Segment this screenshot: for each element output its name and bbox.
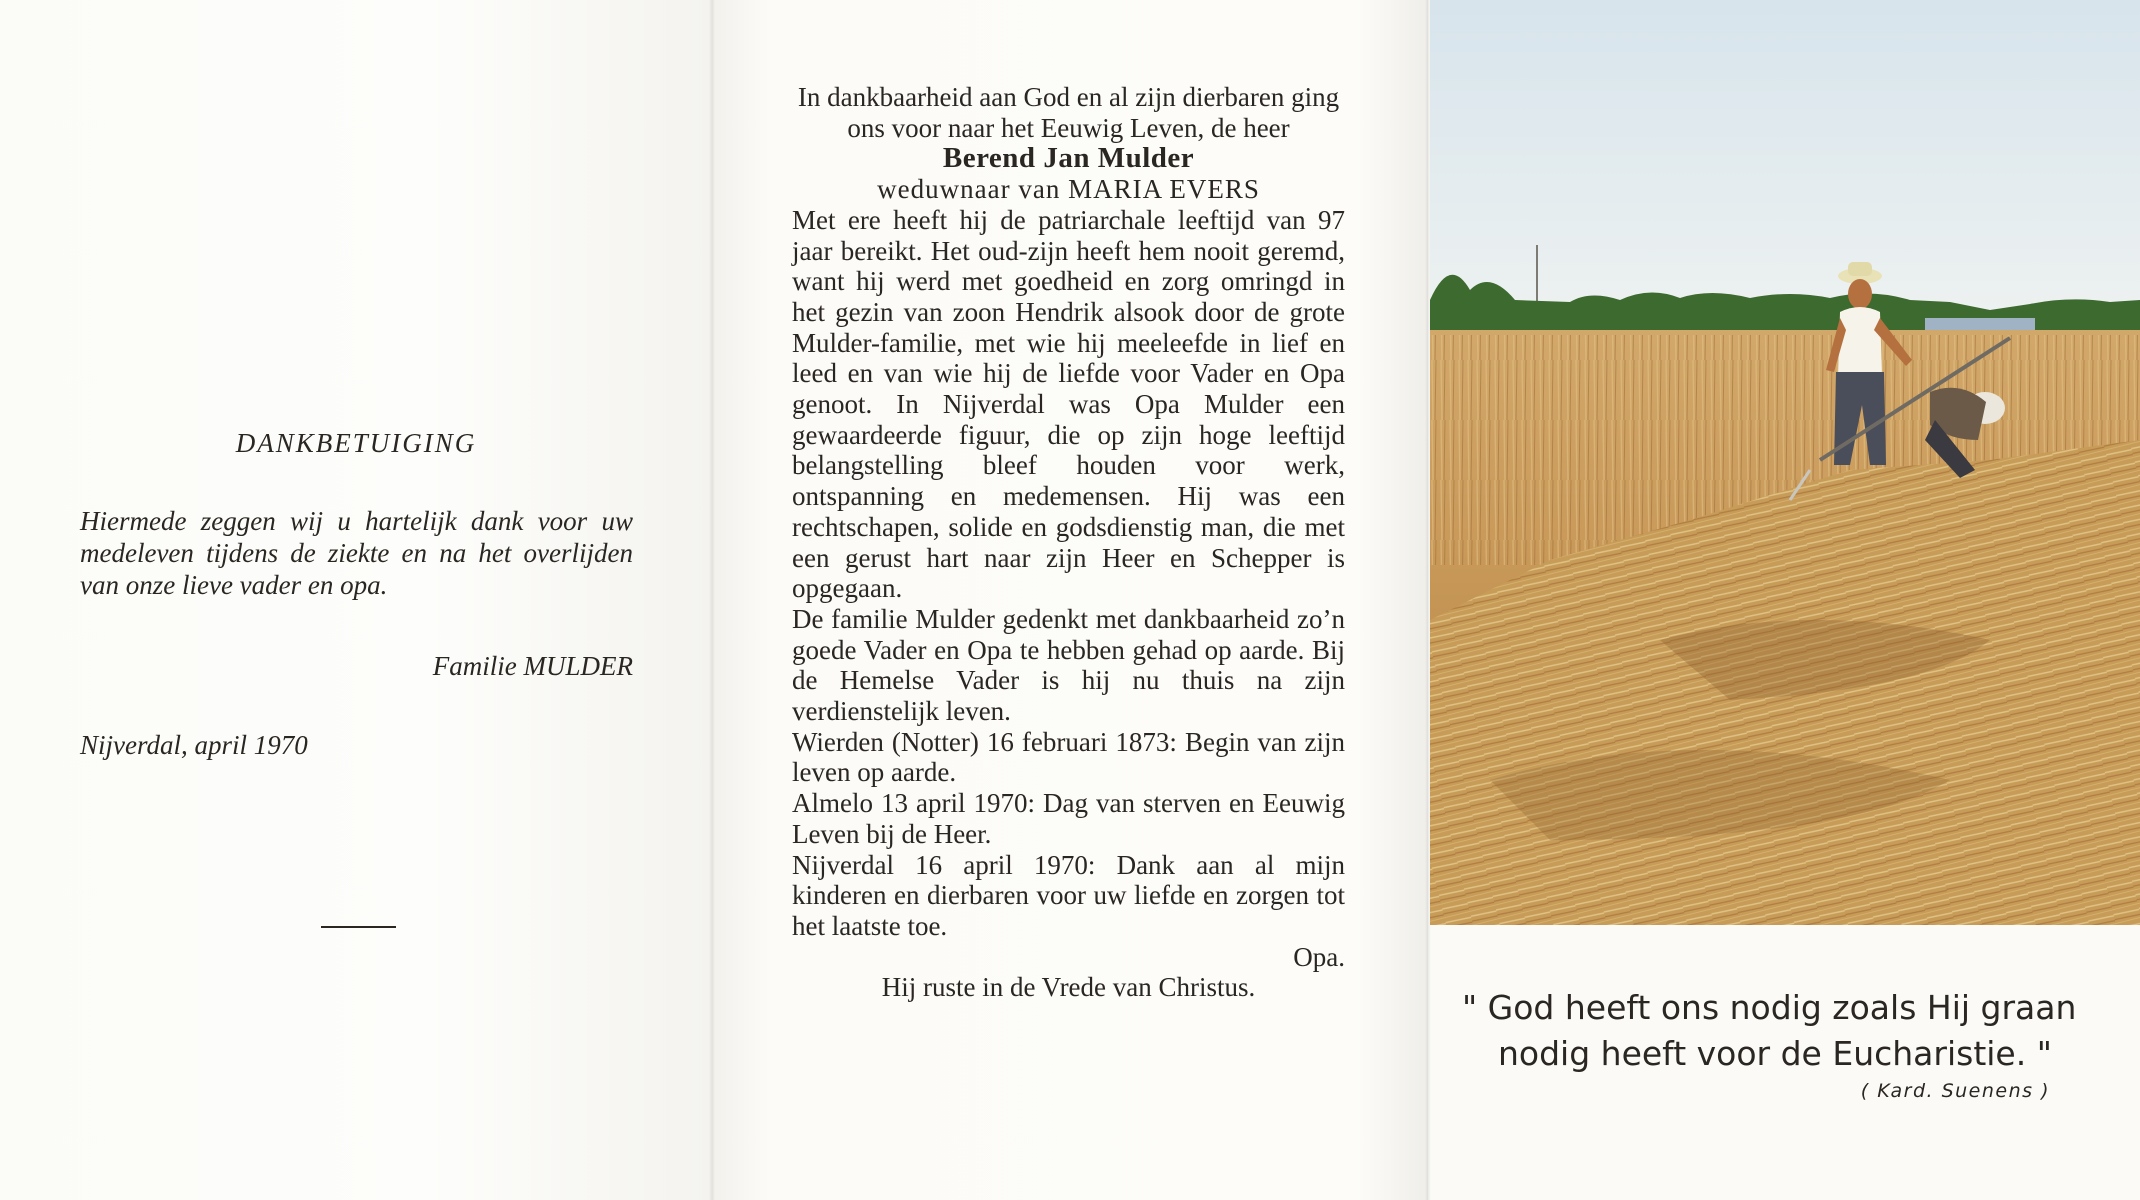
sign-opa: Opa. [1293, 941, 1345, 972]
divider-rule [321, 926, 396, 928]
quote-line-1: " God heeft ons nodig zoals Hij graan [1462, 988, 2077, 1027]
obituary-text [792, 82, 1345, 1003]
biography-paragraph: Met ere heeft hij de patriarchale leeftijd van 97 jaar bereikt. Het oud-zijn heeft hem nooit geremd, want hij werd met goedheid en zorg omringd in het gezin van zoon Hendrik alsook door de grote Mulder-familie, met wie hij meeleefde in lief en leed en van wie hij de liefde voor Vader en Opa genoot. In Nijverdal was Opa Mulder een gewaardeerde figuur, die op zijn hoge leeftijd belangstelling bleef houden voor werk, ontspanning en medemensen. Hij was een rechtschapen, solide en godsdienstig man, die met een gerust hart naar zijn Heer en Schepper is opgegaan. [792, 204, 1345, 604]
thanks-place-date: Nijverdal, april 1970 [80, 730, 308, 760]
thanks-heading: DANKBETUIGING [235, 428, 477, 458]
harvest-photo [1430, 0, 2140, 925]
remembrance-paragraph: De familie Mulder gedenkt met dankbaarheid zo’n goede Vader en Opa te hebben gehad op aarde. Bij de Hemelse Vader is hij nu thuis na zijn verdienstelijk leven. [792, 603, 1345, 727]
quote-attribution: ( Kard. Suenens ) [1860, 1080, 2050, 1102]
deceased-name: Berend Jan Mulder [942, 142, 1195, 175]
thanks-body: Hiermede zeggen wij u hartelijk dank voor uw medeleven tijdens de ziekte en na het overlijden van onze lieve vader en opa. [80, 506, 633, 600]
obituary-intro: In dankbaarheid aan God en al zijn dierbaren ging ons voor naar het Eeuwig Leven, de heer [797, 82, 1340, 143]
thanks-signature: Familie MULDER [432, 651, 633, 681]
fold-line-left [709, 0, 715, 1200]
birth-line: Wierden (Notter) 16 februari 1873: Begin van zijn leven op aarde. [792, 726, 1345, 788]
quote-line-2: nodig heeft voor de Eucharistie. " [1498, 1034, 2052, 1073]
quote [1462, 985, 2110, 1077]
thanks-line: Nijverdal 16 april 1970: Dank aan al mijn kinderen en dierbaren voor uw liefde en zorgen tot het laatste toe. [792, 849, 1345, 941]
death-line: Almelo 13 april 1970: Dag van sterven en Eeuwig Leven bij de Heer. [792, 788, 1345, 849]
spouse-line: weduwnaar van MARIA EVERS [877, 174, 1260, 205]
closing-line: Hij ruste in de Vrede van Christus. [881, 972, 1256, 1003]
